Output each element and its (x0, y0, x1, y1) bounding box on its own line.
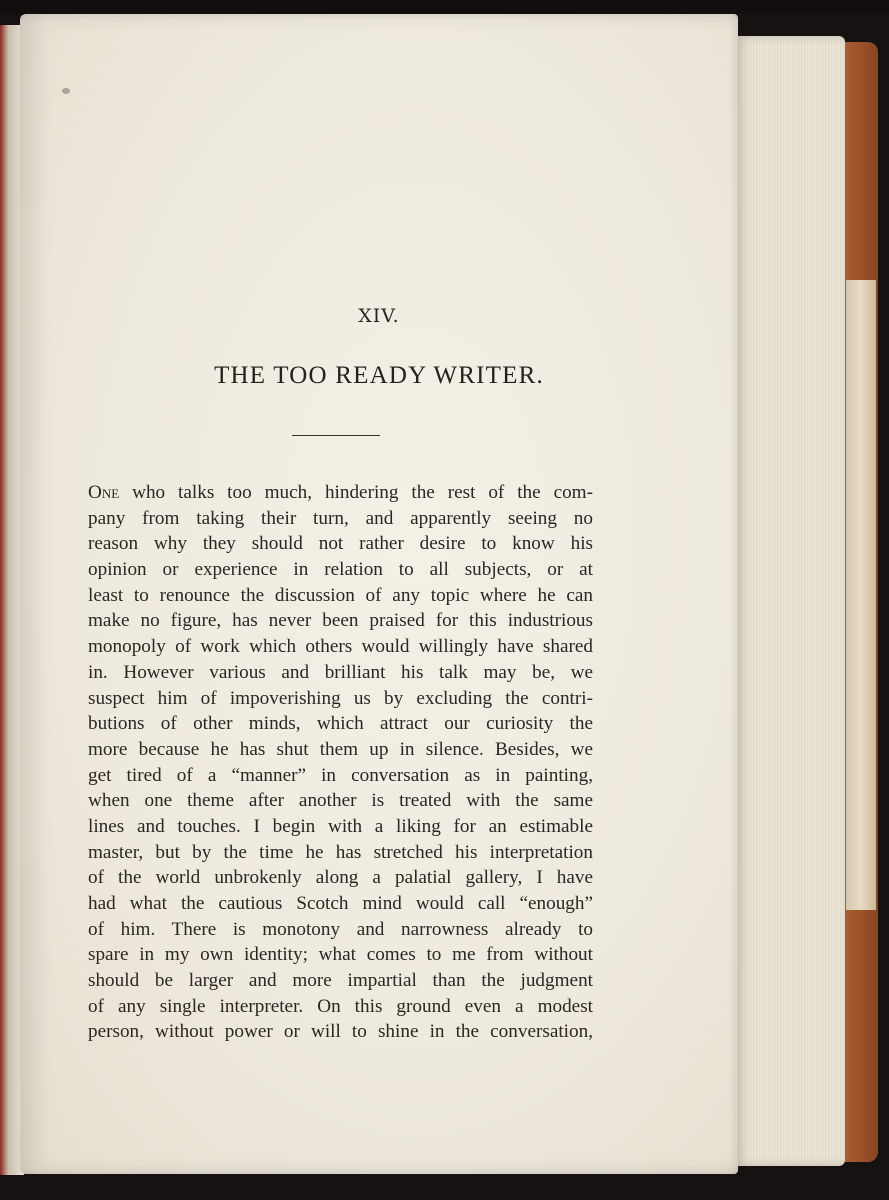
chapter-title: THE TOO READY WRITER. (214, 362, 544, 389)
text-line: get tired of a “manner” in conversation as in painting, (88, 764, 593, 786)
cover-label (846, 280, 876, 910)
drop-word: One (88, 482, 120, 503)
text-line: butions of other minds, which attract our curiosity the (88, 713, 593, 735)
text-line: least to renounce the discussion of any topic where he can (88, 584, 593, 606)
text-line: pany from taking their turn, and apparently seeing no (88, 507, 593, 529)
text-line: make no figure, has never been praised for this industrious (88, 610, 593, 632)
text-line: person, without power or will to shine in the conversation, (88, 1021, 593, 1043)
text-line (88, 480, 593, 506)
body-text (88, 480, 593, 1045)
text-line: had what the cautious Scotch mind would call “enough” (88, 893, 593, 914)
text-line: of any single interpreter. On this ground even a modest (88, 995, 593, 1017)
text-line: spare in my own identity; what comes to me from without (88, 944, 593, 966)
text-line: master, but by the time he has stretched his interpretation (88, 841, 593, 863)
text-line: reason why they should not rather desire to know his (88, 533, 593, 555)
text-line: should be larger and more impartial than the judgment (88, 970, 593, 992)
text-line: monopoly of work which others would willingly have shared (88, 636, 593, 658)
text-line: lines and touches. I begin with a liking for an estimable (88, 815, 593, 837)
text-line: when one theme after another is treated with the same (88, 790, 593, 812)
text-line: more because he has shut them up in silence. Besides, we (88, 738, 593, 760)
background-shadow (0, 0, 889, 14)
chapter-number: XIV. (358, 305, 400, 327)
title-divider (292, 435, 380, 436)
text-line: of the world unbrokenly along a palatial gallery, I have (88, 867, 593, 889)
page-blemish (62, 88, 70, 94)
text-line: of him. There is monotony and narrowness already to (88, 918, 593, 940)
page-fore-edge (735, 36, 845, 1166)
text-line: in. However various and brilliant his talk may be, we (88, 661, 593, 683)
text-line: suspect him of impoverishing us by excluding the contri- (88, 687, 593, 709)
text-line: opinion or experience in relation to all subjects, or at (88, 559, 593, 581)
first-line-rest: who talks too much, hindering the rest of the com- (119, 482, 593, 503)
